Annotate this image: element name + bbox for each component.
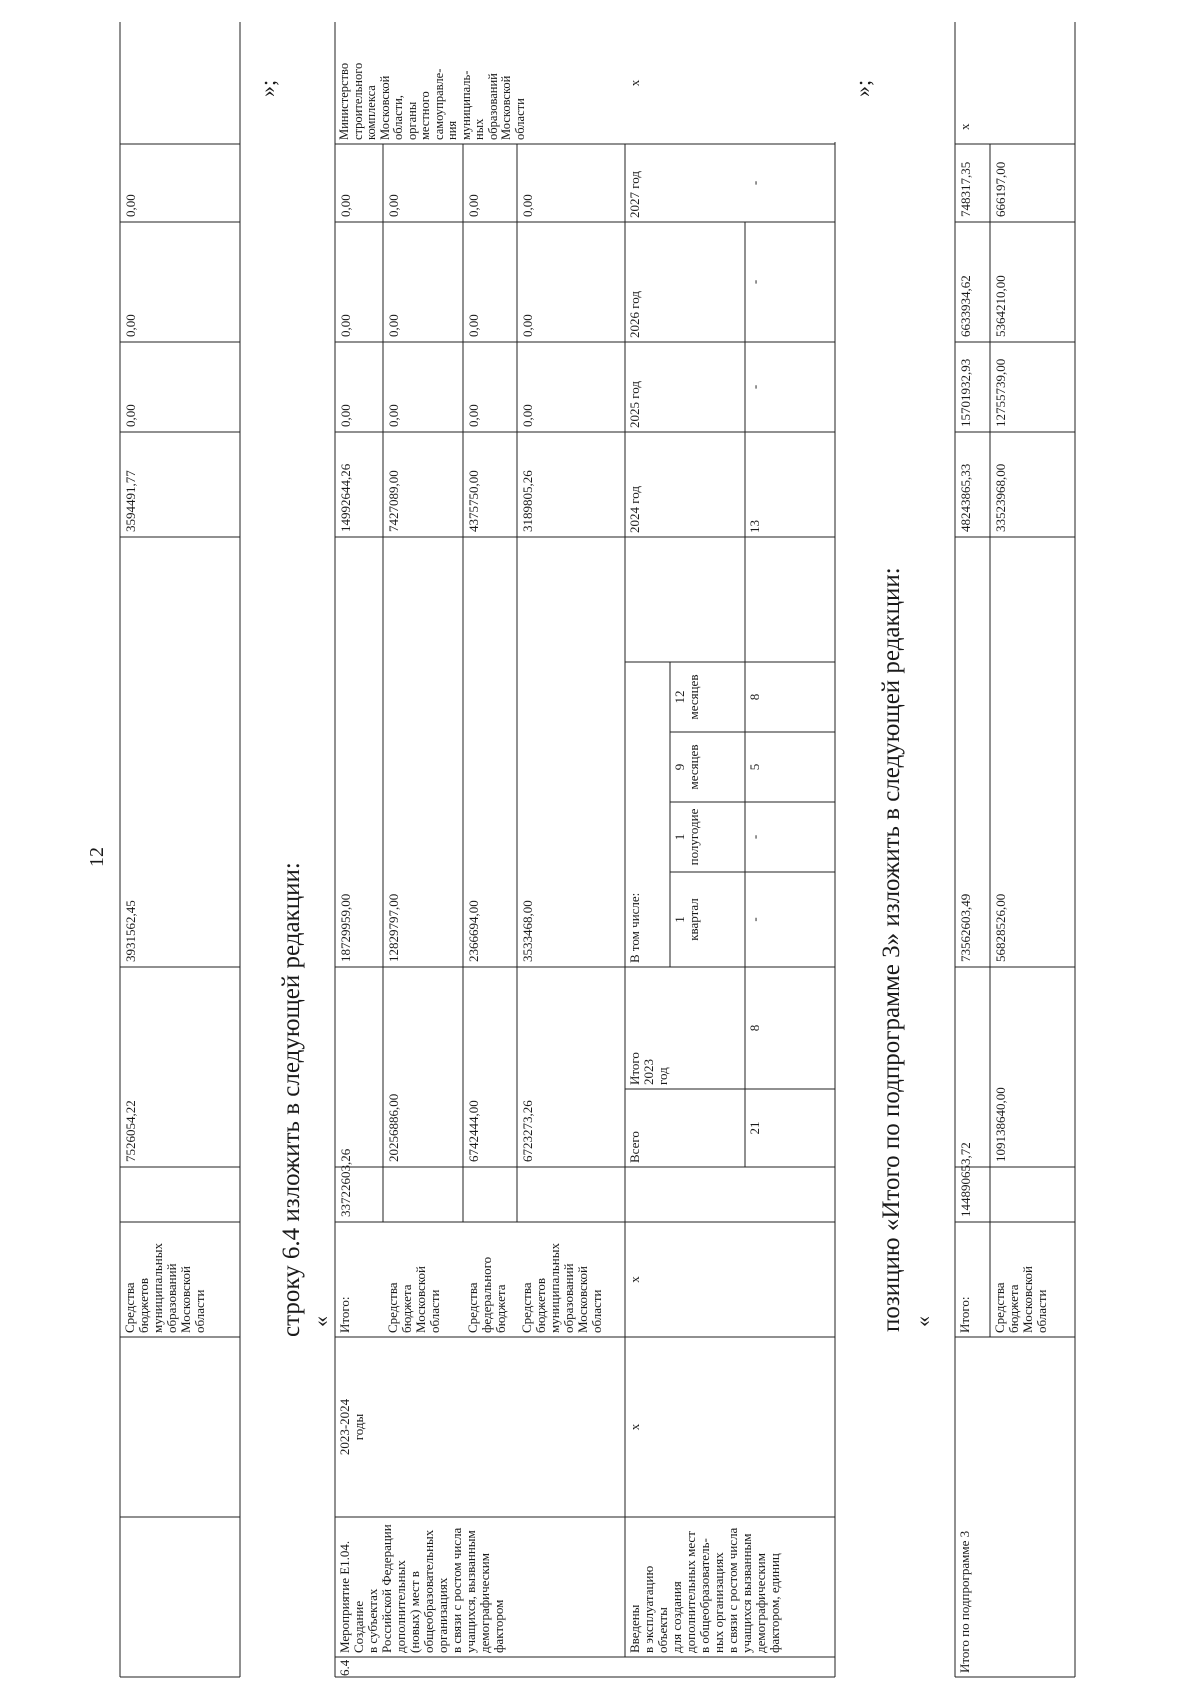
value-12-months: 8 [747,693,762,701]
subprogram-2025: 12755739,00 [993,358,1008,427]
subprogram-2024: 48243865,33 [958,463,973,532]
funding-2026: 0,00 [338,314,353,337]
responsible-executor: Министерство строительного комплекса Московской области, органы местного самоуправле- ния муниципаль- ных образований Московской области [337,62,527,140]
funding-2023: 2366694,00 [466,900,481,962]
result-responsible: х [627,79,642,87]
subprogram-2027: 748317,35 [958,161,973,217]
subprogram-source-label: Средства бюджета Московской области [992,1266,1050,1333]
funding-2024: 14992644,26 [338,463,353,532]
funding-2026: 0,00 [466,314,481,337]
top-2023: 3931562,45 [123,900,138,962]
subprogram-2025: 15701932,93 [958,358,973,427]
subprogram-2024: 33523968,00 [993,463,1008,532]
top-source-label: Средства бюджетов муниципальных образований Московской области [122,1242,208,1333]
section-heading-2: позицию «Итого по подпрограмме 3» изложить в следующей редакции: [878,567,905,1332]
page-number: 12 [86,847,108,867]
header-itogo-2023: Итого 2023 год [627,1052,671,1085]
value-itogo-2023: 8 [747,1024,762,1032]
subprogram-2023: 73562603,49 [958,893,973,962]
value-2024: 13 [747,520,762,533]
funding-2025: 0,00 [338,404,353,427]
measure-period: 2023-2024 годы [337,1398,367,1456]
funding-2023: 3533468,00 [520,900,535,962]
funding-2024: 4375750,00 [466,470,481,532]
funding-2026: 0,00 [386,314,401,337]
funding-2023: 18729959,00 [338,893,353,962]
closing-mark-2: »; [850,79,875,97]
open-quote-1: « [308,1316,333,1327]
result-source: х [627,1276,642,1283]
row-number: 6.4 [337,1659,352,1676]
open-quote-2: « [910,1316,935,1327]
header-2027: 2027 год [627,171,642,218]
header-total: Всего [627,1131,642,1163]
measure-name: Мероприятие Е1.04. Создание в субъектах Российской Федерации дополнительных (новых) мест в общеобразовательных организациях в связи с ростом числа учащихся, вызванным демографическим фактором [337,1524,507,1653]
value-total: 21 [747,1121,762,1135]
subprogram-total-label: Итого по подпрограмме 3 [957,1530,972,1673]
funding-total: 33722603,26 [338,1148,353,1217]
top-total: 7526054,22 [123,1100,138,1162]
funding-2024: 3189805,26 [520,470,535,532]
funding-2027: 0,00 [386,194,401,217]
value-half-year: - [747,834,762,840]
subprogram-2027: 666197,00 [993,161,1008,217]
funding-2027: 0,00 [466,194,481,217]
value-2025: - [747,384,762,390]
header-2024: 2024 год [627,486,642,533]
section-heading-1: строку 6.4 изложить в следующей редакции: [278,862,305,1337]
result-period: х [627,1423,642,1431]
subprogram-total: 144890653,72 [958,1142,973,1217]
funding-source-label: Итого: [337,1296,352,1333]
subprogram-2023: 56828526,00 [993,893,1008,962]
funding-source-label: Средства федерального бюджета [465,1256,509,1333]
header-9-months: 9 месяцев [672,744,702,790]
header-including: В том числе: [627,892,642,963]
funding-total: 6723273,26 [520,1100,535,1162]
top-2027: 0,00 [123,194,138,217]
funding-2027: 0,00 [520,194,535,217]
funding-source-label: Средства бюджета Московской области [385,1266,443,1333]
top-2025: 0,00 [123,404,138,427]
top-2026: 0,00 [123,314,138,337]
subprogram-total: 109138640,00 [993,1087,1008,1162]
funding-2025: 0,00 [386,404,401,427]
value-2027: - [747,180,762,186]
header-q1: 1 квартал [672,898,702,941]
funding-source-label: Средства бюджетов муниципальных образований Московской области [519,1242,605,1333]
value-9-months: 5 [747,763,762,771]
funding-total: 6742444,00 [466,1100,481,1162]
funding-total: 20256886,00 [386,1093,401,1162]
closing-mark-1: »; [255,79,280,97]
subprogram-source-label: Итого: [957,1296,972,1333]
funding-2026: 0,00 [520,314,535,337]
subprogram-2026: 6633934,62 [958,275,973,337]
header-2025: 2025 год [627,381,642,428]
funding-2027: 0,00 [338,194,353,217]
header-2026: 2026 год [627,291,642,338]
result-name: Введены в эксплуатацию объекты для создания дополнительных мест в общеобразователь- ных организациях в связи с ростом числа учащихся вызванным демографическим фактором, единиц [627,1527,783,1653]
subprogram-2026: 5364210,00 [993,275,1008,337]
funding-2025: 0,00 [466,404,481,427]
top-2024: 3594491,77 [123,470,138,532]
subprogram-responsible: х [957,123,972,130]
funding-2024: 7427089,00 [386,470,401,532]
header-half-year: 1 полугодие [672,808,702,866]
value-q1: - [747,917,762,922]
funding-2023: 12829797,00 [386,893,401,962]
funding-2025: 0,00 [520,404,535,427]
value-2026: - [747,279,762,285]
header-12-months: 12 месяцев [672,674,702,720]
